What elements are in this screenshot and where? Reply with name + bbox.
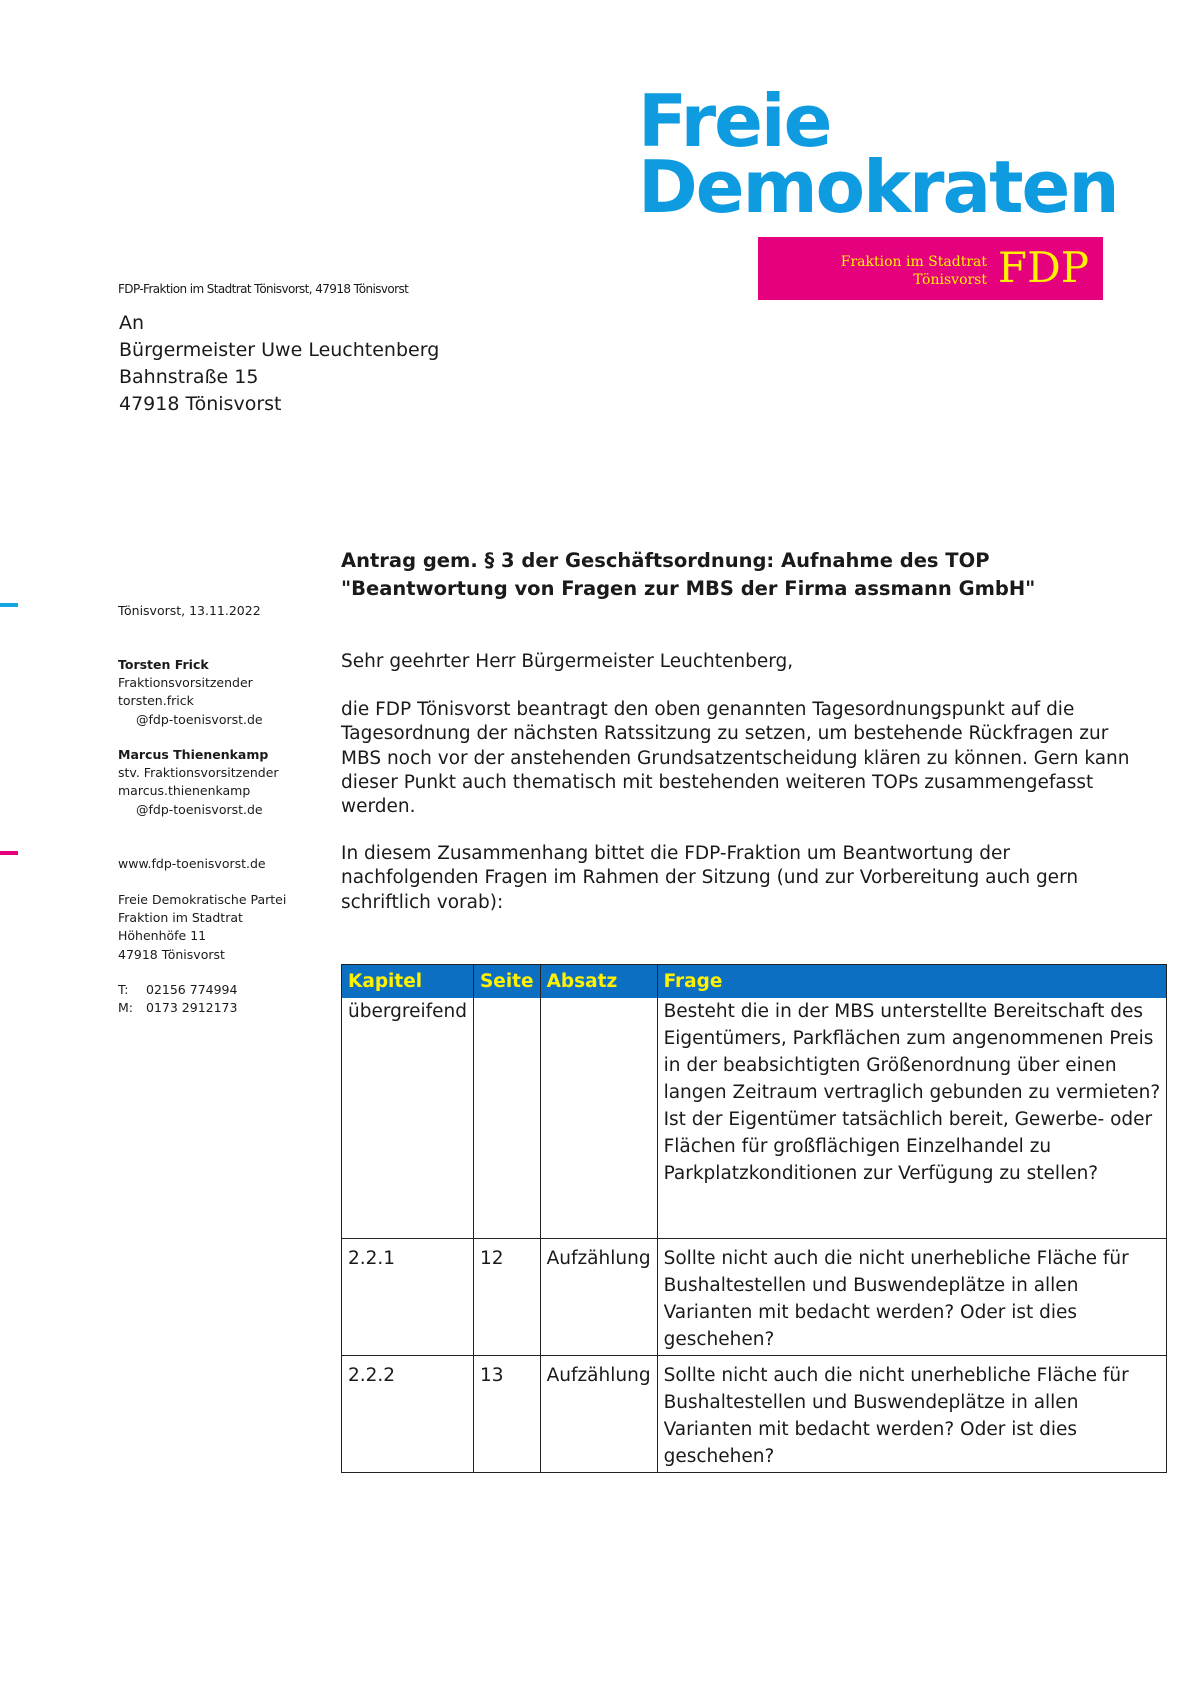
cell-frage (657, 1239, 1167, 1356)
recipient-address (119, 310, 439, 418)
paragraph-line: Tagesordnung der nächsten Ratssitzung zu setzen, um bestehende Rückfragen zur (341, 723, 1109, 745)
frage-line: Varianten mit bedacht werden? Oder ist dies (663, 1419, 1078, 1440)
body-paragraph-2 (341, 842, 1121, 915)
fold-mark-middle (0, 851, 18, 855)
frage-line: langen Zeitraum vertraglich gebunden zu vermieten? (663, 1082, 1161, 1103)
org-line: Freie Demokratische Partei (118, 892, 287, 907)
frage-line: Eigentümers, Parkflächen zum angenommenen Preis (663, 1028, 1154, 1049)
cell-seite: 12 (473, 1239, 540, 1356)
contact-email-part2: @fdp-toenisvorst.de (136, 801, 263, 817)
cell-absatz: Aufzählung (540, 1356, 657, 1473)
address-line: An (119, 312, 145, 334)
subject-line: "Beantwortung von Fragen zur MBS der Firma assmann GmbH" (341, 577, 1036, 600)
paragraph-line: nachfolgenden Fragen im Rahmen der Sitzung (und zur Vorbereitung auch gern (341, 867, 1079, 889)
cell-seite: 13 (473, 1356, 540, 1473)
table-row (342, 998, 1167, 1239)
cell-seite (473, 998, 540, 1239)
cell-kapitel: übergreifend (342, 998, 474, 1239)
letter-subject (341, 547, 1035, 603)
cell-kapitel: 2.2.1 (342, 1239, 474, 1356)
cell-kapitel: 2.2.2 (342, 1356, 474, 1473)
sender-line: FDP-Fraktion im Stadtrat Tönisvorst, 47918 Tönisvorst (118, 282, 409, 296)
subject-line: Antrag gem. § 3 der Geschäftsordnung: Aufnahme des TOP (341, 549, 990, 572)
frage-line: Besteht die in der MBS unterstellte Bereitschaft des (663, 1001, 1144, 1022)
org-line: Höhenhöfe 11 (118, 928, 207, 944)
frage-line: Bushaltestellen und Buswendeplätze in allen (663, 1275, 1079, 1296)
address-line: Bürgermeister Uwe Leuchtenberg (119, 339, 440, 361)
frage-line: Flächen für großflächigen Einzelhandel zu (663, 1136, 1052, 1157)
table-header-row (342, 965, 1167, 999)
letter-date: Tönisvorst, 13.11.2022 (118, 603, 261, 618)
logo-fdp-box (758, 237, 1103, 300)
cell-frage (657, 1356, 1167, 1473)
mobile-label: M: (118, 1000, 133, 1016)
logo-wordmark (638, 79, 1118, 229)
cell-absatz: Aufzählung (540, 1239, 657, 1356)
frage-line: Sollte nicht auch die nicht unerhebliche Fläche für (663, 1365, 1129, 1386)
frage-line: Bushaltestellen und Buswendeplätze in allen (663, 1392, 1079, 1413)
frage-line: Varianten mit bedacht werden? Oder ist dies (663, 1302, 1078, 1323)
contact-email-part2: @fdp-toenisvorst.de (136, 711, 263, 727)
website-link[interactable]: www.fdp-toenisvorst.de (118, 856, 266, 871)
header-frage: Frage (657, 965, 1167, 999)
fold-mark-top (0, 603, 18, 607)
mobile-number: 0173 2912173 (146, 1000, 238, 1016)
phone-number: 02156 774994 (146, 982, 238, 997)
paragraph-line: dieser Punkt auch thematisch mit bestehenden weiteren TOPs zusammengefasst (341, 771, 1094, 793)
contact-person-1 (118, 656, 263, 729)
logo-subtitle-line2: Tönisvorst (913, 272, 987, 288)
frage-line: Parkplatzkonditionen zur Verfügung zu stellen? (663, 1163, 1099, 1184)
frage-line: Sollte nicht auch die nicht unerhebliche Fläche für (663, 1248, 1129, 1269)
contact-email-part1: torsten.frick (118, 693, 194, 709)
body-paragraph-1 (341, 698, 1130, 819)
salutation (341, 650, 1121, 674)
contact-person-2 (118, 746, 279, 819)
frage-line: Ist der Eigentümer tatsächlich bereit, Gewerbe- oder (663, 1109, 1153, 1130)
phone-label: T: (118, 982, 129, 997)
organization-address (118, 891, 286, 964)
address-line: 47918 Tönisvorst (119, 393, 282, 415)
paragraph-line: die FDP Tönisvorst beantragt den oben genannten Tagesordnungspunkt auf die (341, 699, 1075, 720)
logo-fdp-text: FDP (997, 243, 1089, 292)
logo-line-demokraten: Demokraten (638, 145, 1118, 229)
frage-line: in der beabsichtigten Größenordnung über einen (663, 1055, 1117, 1076)
logo-subtitle (841, 253, 987, 289)
salutation-text: Sehr geehrter Herr Bürgermeister Leuchtenberg, (341, 651, 794, 672)
address-line: Bahnstraße 15 (119, 366, 259, 388)
paragraph-line: schriftlich vorab): (341, 891, 504, 913)
table-row (342, 1356, 1167, 1473)
phone-contacts (118, 981, 237, 1017)
contact-role: stv. Fraktionsvorsitzender (118, 765, 279, 781)
questions-table (341, 964, 1167, 1473)
paragraph-line: MBS noch vor der anstehenden Grundsatzentscheidung klären zu können. Gern kann (341, 747, 1130, 769)
contact-email-part1: marcus.thienenkamp (118, 783, 251, 799)
contact-name: Marcus Thienenkamp (118, 747, 269, 762)
org-line: Fraktion im Stadtrat (118, 910, 243, 926)
org-line: 47918 Tönisvorst (118, 946, 225, 962)
header-kapitel: Kapitel (342, 965, 474, 999)
paragraph-line: In diesem Zusammenhang bittet die FDP-Fraktion um Beantwortung der (341, 843, 1010, 864)
contact-role: Fraktionsvorsitzender (118, 675, 253, 691)
cell-frage (657, 998, 1167, 1239)
table-row (342, 1239, 1167, 1356)
frage-line: geschehen? (663, 1446, 775, 1467)
logo-line-freie: Freie (638, 79, 831, 163)
header-seite: Seite (473, 965, 540, 999)
logo-subtitle-line1: Fraktion im Stadtrat (840, 254, 987, 270)
header-absatz: Absatz (540, 965, 657, 999)
contact-name: Torsten Frick (118, 657, 209, 672)
frage-line: geschehen? (663, 1329, 775, 1350)
paragraph-line: werden. (341, 796, 416, 818)
cell-absatz (540, 998, 657, 1239)
